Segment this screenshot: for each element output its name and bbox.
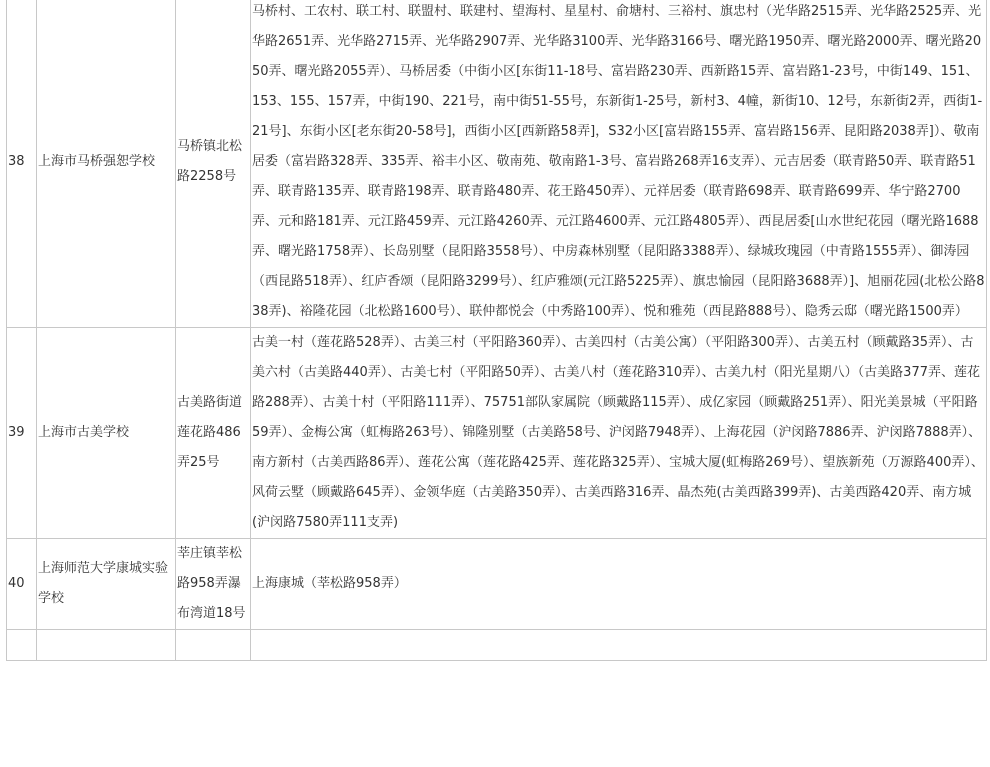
school-address: [176, 630, 251, 661]
table-row: [7, 0, 987, 328]
school-address: 莘庄镇莘松路958弄瀑布湾道18号: [176, 539, 251, 630]
table-row: [7, 630, 987, 661]
row-number: 40: [7, 539, 37, 630]
enrollment-area: 上海康城（莘松路958弄）: [251, 539, 987, 630]
row-number: [7, 630, 37, 661]
school-name: [37, 630, 176, 661]
enrollment-area: 马桥村、工农村、联工村、联盟村、联建村、望海村、星星村、俞塘村、三裕村、旗忠村（光华路2515弄、光华路2525弄、光华路2651弄、光华路2715弄、光华路2907弄、光华路3100弄、光华路3166号、曙光路1950弄、曙光路2000弄、曙光路2050弄、曙光路2055弄）、马桥居委（中街小区[东街11-18号、富岩路230弄、西新路15弄、富岩路1-23号，中街149、151、153、155、157弄，中街190、221号，南中街51-55号，东新街1-25号，新村3、4幢，新街10、12号，东新街2弄，西街1-21号]、东街小区[老东街20-58号]，西街小区[西新路58弄]，S32小区[富岩路155弄、富岩路156弄、昆阳路2038弄]）、敬南居委（富岩路328弄、335弄、裕丰小区、敬南苑、敬南路1-3号、富岩路268弄16支弄）、元吉居委（联青路50弄、联青路51弄、联青路135弄、联青路198弄、联青路480弄、花王路450弄）、元祥居委（联青路698弄、联青路699弄、华宁路2700弄、元和路181弄、元江路459弄、元江路4260弄、元江路4600弄、元江路4805弄）、西昆居委[山水世纪花园（曙光路1688弄、曙光路1758弄）、长岛别墅（昆阳路3558号）、中房森林别墅（昆阳路3388弄）、绿城玫瑰园（中青路1555弄）、御涛园（西昆路518弄）、红庐香颂（昆阳路3299号）、红庐雅颂(元江路5225弄）、旗忠愉园（昆阳路3688弄）]、旭丽花园(北松公路838弄)、裕隆花园（北松路1600号）、联仲都悦会（中秀路100弄）、悦和雅苑（西昆路888号）、隐秀云邸（曙光路1500弄）: [251, 0, 987, 328]
row-number: 38: [7, 0, 37, 328]
school-address: 古美路街道莲花路486弄25号: [176, 328, 251, 539]
school-address: 马桥镇北松路2258号: [176, 0, 251, 328]
school-name: 上海市古美学校: [37, 328, 176, 539]
enrollment-area: [251, 630, 987, 661]
table-row: [7, 539, 987, 630]
school-name: 上海市马桥强恕学校: [37, 0, 176, 328]
table-row: [7, 328, 987, 539]
enrollment-area: 古美一村（莲花路528弄）、古美三村（平阳路360弄）、古美四村（古美公寓）（平阳路300弄）、古美五村（顾戴路35弄）、古美六村（古美路440弄）、古美七村（平阳路50弄）、古美八村（莲花路310弄）、古美九村（阳光星期八）（古美路377弄、莲花路288弄）、古美十村（平阳路111弄）、75751部队家属院（顾戴路115弄）、成亿家园（顾戴路251弄）、阳光美景城（平阳路59弄）、金梅公寓（虹梅路263号）、锦隆别墅（古美路58号、沪闵路7948弄）、上海花园（沪闵路7886弄、沪闵路7888弄）、南方新村（古美西路86弄）、莲花公寓（莲花路425弄、莲花路325弄）、宝城大厦(虹梅路269号）、望族新苑（万源路400弄）、风荷云墅（顾戴路645弄）、金领华庭（古美路350弄）、古美西路316弄、晶杰苑(古美西路399弄)、古美西路420弄、南方城(沪闵路7580弄111支弄): [251, 328, 987, 539]
school-name: 上海师范大学康城实验学校: [37, 539, 176, 630]
row-number: 39: [7, 328, 37, 539]
school-district-table: [6, 0, 987, 661]
